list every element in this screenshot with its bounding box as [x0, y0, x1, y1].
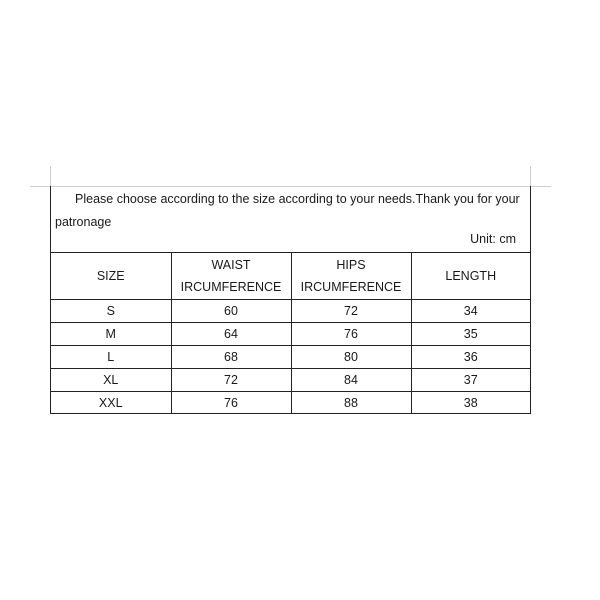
cell-length: 36 [411, 345, 530, 368]
left-margin-marker [50, 166, 51, 186]
cell-waist: 68 [171, 345, 291, 368]
header-length: LENGTH [411, 253, 530, 299]
table-row [51, 345, 530, 368]
header-hips-line2: IRCUMFERENCE [300, 279, 402, 294]
cell-waist: 76 [171, 391, 291, 414]
header-waist [171, 253, 291, 299]
notice-text: Please choose according to the size according to your needs.Thank you for your patronage [55, 192, 520, 229]
cell-size: M [51, 322, 171, 345]
cell-waist: 60 [171, 299, 291, 322]
header-size: SIZE [51, 253, 171, 299]
table-row [51, 391, 530, 414]
cell-size: L [51, 345, 171, 368]
cell-hips: 72 [291, 299, 411, 322]
cell-length: 34 [411, 299, 530, 322]
cell-size: XL [51, 368, 171, 391]
cell-hips: 80 [291, 345, 411, 368]
cell-hips: 84 [291, 368, 411, 391]
header-waist-line2: IRCUMFERENCE [180, 279, 282, 294]
header-waist-line1: WAIST [211, 257, 251, 272]
table-row [51, 322, 530, 345]
cell-length: 37 [411, 368, 530, 391]
right-margin-marker [530, 166, 531, 186]
size-table [51, 253, 530, 414]
cell-hips: 76 [291, 322, 411, 345]
table-row [51, 368, 530, 391]
notice-box [51, 186, 530, 253]
size-chart [50, 186, 531, 414]
unit-label: Unit: cm [470, 232, 516, 246]
cell-length: 35 [411, 322, 530, 345]
table-row [51, 299, 530, 322]
cell-length: 38 [411, 391, 530, 414]
cell-hips: 88 [291, 391, 411, 414]
header-hips [291, 253, 411, 299]
header-hips-line1: HIPS [336, 257, 366, 272]
cell-size: XXL [98, 395, 123, 410]
cell-waist: 64 [171, 322, 291, 345]
cell-waist: 72 [171, 368, 291, 391]
header-row [51, 253, 530, 299]
cell-size: S [51, 299, 171, 322]
